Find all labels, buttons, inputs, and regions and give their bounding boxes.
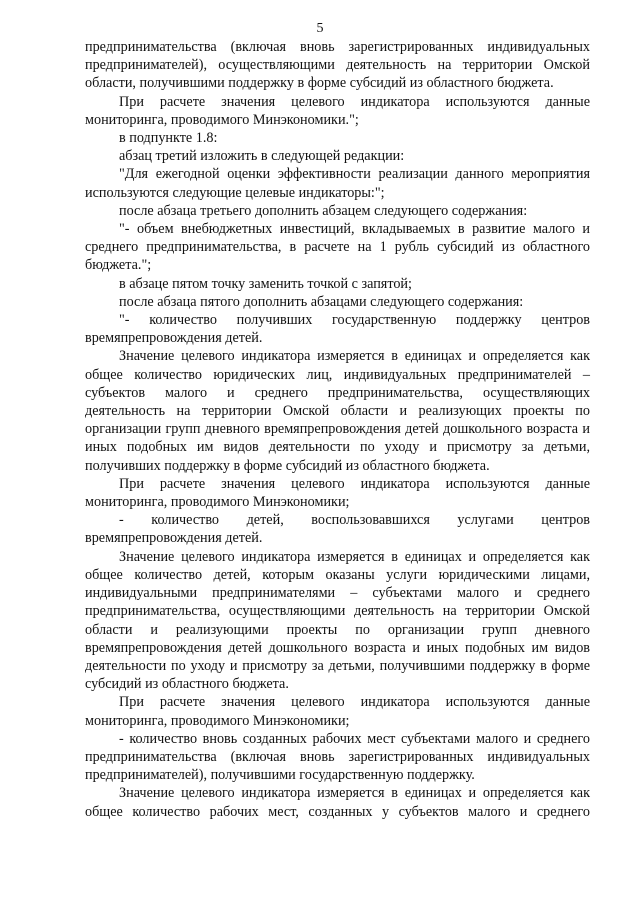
paragraph-new-jobs-count: - количество вновь созданных рабочих мест субъектами малого и среднего предпринимательства (включая вновь зарегистрированных индивидуальных предпринимателей), получившими государственную поддержку. [85, 730, 590, 784]
paragraph-indicator-definition-children: Значение целевого индикатора измеряется в единицах и определяется как общее количество детей, которым оказаны услуги юридическими лицами, индивидуальными предпринимателями – субъектами малого и среднего предпринимательства, осуществляющими деятельность на территории Омской области и реализующими проекты по организации групп дневного времяпрепровождения детей дошкольного возраста и иных подобных им видов деятельности по уходу и присмотру за детьми, получившими поддержку в форме субсидий из областного бюджета. [85, 548, 590, 693]
paragraph-target-indicators-quote: "Для ежегодной оценки эффективности реализации данного мероприятия используются следующие целевые индикаторы:"; [85, 166, 590, 201]
paragraph-indicator-definition-centers: Значение целевого индикатора измеряется в единицах и определяется как общее количество юридических лиц, индивидуальных предпринимателей – субъектов малого и среднего предпринимательства, осуществляющих деятельность на территории Омской области и реализующих проекты по организации групп дневного времяпрепровождения детей дошкольного возраста и иных подобных им видов деятельности по уходу и присмотру за детьми, получивших поддержку в форме субсидий из областного бюджета. [85, 348, 590, 474]
paragraph-monitoring-note-3: При расчете значения целевого индикатора используются данные мониторинга, проводимого Минэкономики; [85, 694, 590, 729]
paragraph-add-after-third: после абзаца третьего дополнить абзацем следующего содержания: [119, 202, 528, 219]
page-number: 5 [316, 21, 324, 36]
paragraph-subclause-1-8: в подпункте 1.8: [119, 130, 218, 147]
paragraph-childcare-centers-count: "- количество получивших государственную поддержку центров времяпрепровождения детей. [85, 312, 590, 347]
paragraph-fifth-abzac-punctuation: в абзаце пятом точку заменить точкой с запятой; [119, 275, 412, 292]
paragraph-monitoring-note: При расчете значения целевого индикатора используются данные мониторинга, проводимого Минэкономики."; [85, 93, 590, 128]
paragraph-third-abzac-instruction: абзац третий изложить в следующей редакции: [119, 148, 405, 165]
paragraph-children-served-count: - количество детей, воспользовавшихся услугами центров времяпрепровождения детей. [85, 512, 590, 547]
paragraph-continuation: предпринимательства (включая вновь зарегистрированных индивидуальных предпринимателей), осуществляющими деятельность на территории Омской области, получившими поддержку в форме субсидий из областного бюджета. [85, 39, 590, 92]
paragraph-add-after-fifth: после абзаца пятого дополнить абзацами следующего содержания: [119, 293, 524, 310]
paragraph-indicator-definition-jobs: Значение целевого индикатора измеряется в единицах и определяется как общее количество рабочих мест, созданных у субъектов малого и среднего [85, 785, 590, 820]
document-body [85, 38, 590, 821]
paragraph-monitoring-note-2: При расчете значения целевого индикатора используются данные мониторинга, проводимого Минэкономики; [85, 475, 590, 511]
paragraph-extrabudgetary-investment: "- объем внебюджетных инвестиций, вкладываемых в развитие малого и среднего предпринимательства, в расчете на 1 рубль субсидий из областного бюджета."; [85, 221, 590, 274]
